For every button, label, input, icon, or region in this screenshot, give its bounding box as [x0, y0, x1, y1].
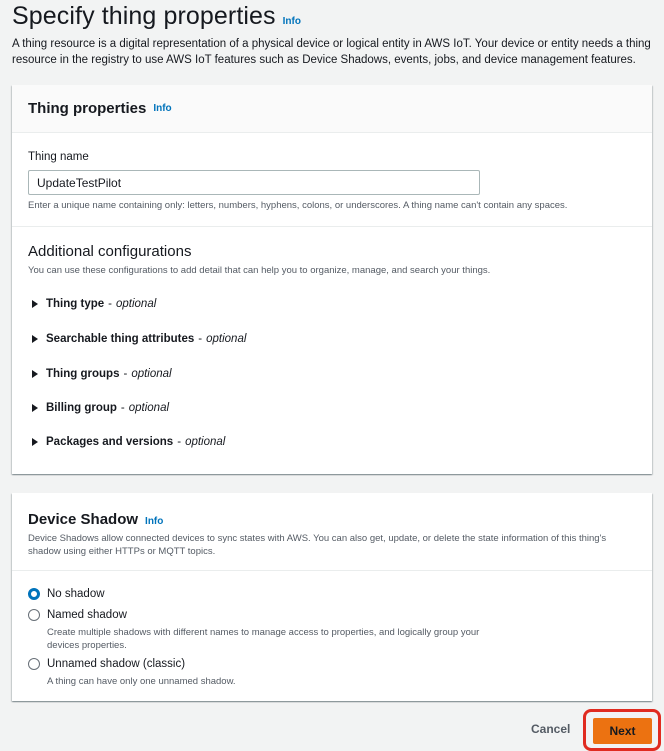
- device-shadow-title: Device Shadow: [28, 511, 139, 528]
- thing-properties-header: [12, 85, 652, 133]
- expander-searchable-attributes[interactable]: [32, 333, 246, 345]
- dash-separator: -: [177, 436, 182, 448]
- page-title: Specify thing properties: [12, 2, 276, 30]
- caret-right-icon: [32, 438, 38, 446]
- optional-text: optional: [115, 298, 157, 310]
- caret-right-icon: [32, 335, 38, 343]
- expander-label: Billing group: [46, 402, 117, 414]
- optional-text: optional: [185, 436, 226, 448]
- device-shadow-header: [28, 511, 163, 528]
- caret-right-icon: [32, 300, 38, 308]
- optional-text: optional: [128, 402, 170, 414]
- radio-label: No shadow: [47, 588, 105, 600]
- cancel-button[interactable]: Cancel: [531, 722, 571, 736]
- additional-config-title: Additional configurations: [28, 243, 192, 260]
- additional-config-description: You can use these configurations to add detail that can help you to organize, manage, and search your things.: [28, 265, 491, 276]
- radio-label: Named shadow: [47, 609, 127, 621]
- radio-no-shadow[interactable]: [28, 588, 105, 600]
- expander-billing-group[interactable]: [32, 402, 169, 414]
- radio-named-shadow[interactable]: [28, 609, 127, 621]
- dash-separator: -: [108, 298, 112, 310]
- page-info-link[interactable]: Info: [282, 16, 301, 27]
- thing-name-input[interactable]: [28, 170, 480, 195]
- radio-button[interactable]: [28, 609, 40, 621]
- radio-unnamed-shadow[interactable]: [28, 658, 185, 670]
- caret-right-icon: [32, 404, 38, 412]
- thing-properties-info-link[interactable]: Info: [153, 103, 172, 114]
- optional-text: optional: [206, 333, 247, 345]
- radio-description: Create multiple shadows with different names to manage access to properties, and logically group your devices properties.: [47, 627, 480, 651]
- page-title-row: [12, 2, 301, 31]
- caret-right-icon: [32, 370, 38, 378]
- device-shadow-info-link[interactable]: Info: [145, 516, 164, 527]
- dash-separator: -: [123, 368, 128, 380]
- next-button[interactable]: Next: [593, 718, 652, 744]
- device-shadow-description: Device Shadows allow connected devices to sync states with AWS. You can also get, update, or delete the state information of this thing's shadow using either HTTPs or MQTT topics.: [28, 533, 607, 557]
- section-divider: [12, 570, 652, 571]
- expander-label: Thing groups: [46, 368, 120, 380]
- optional-text: optional: [131, 368, 172, 380]
- expander-label: Searchable thing attributes: [46, 333, 195, 345]
- dash-separator: -: [198, 333, 203, 345]
- thing-properties-panel: [12, 85, 652, 474]
- thing-name-hint: Enter a unique name containing only: letters, numbers, hyphens, colons, or underscores. A thing name can't contain any spaces.: [28, 200, 568, 211]
- radio-description: A thing can have only one unnamed shadow.: [47, 676, 236, 687]
- dash-separator: -: [120, 402, 125, 414]
- expander-label: Packages and versions: [46, 436, 174, 448]
- expander-label: Thing type: [46, 298, 105, 310]
- thing-name-label: Thing name: [28, 151, 89, 163]
- device-shadow-panel: [12, 493, 652, 701]
- radio-button[interactable]: [28, 658, 40, 670]
- page-description: A thing resource is a digital representation of a physical device or logical entity in AWS IoT. Your device or entity needs a thing resource in the registry to use AWS IoT features such as Device Shadows, events, jobs, and device management features.: [12, 38, 651, 66]
- expander-thing-groups[interactable]: [32, 368, 172, 380]
- radio-label: Unnamed shadow (classic): [47, 658, 186, 670]
- thing-properties-title: Thing properties: [28, 100, 147, 117]
- expander-thing-type[interactable]: [32, 298, 156, 310]
- radio-button-checked[interactable]: [28, 588, 40, 600]
- expander-packages-versions[interactable]: [32, 436, 225, 448]
- section-divider: [12, 226, 652, 227]
